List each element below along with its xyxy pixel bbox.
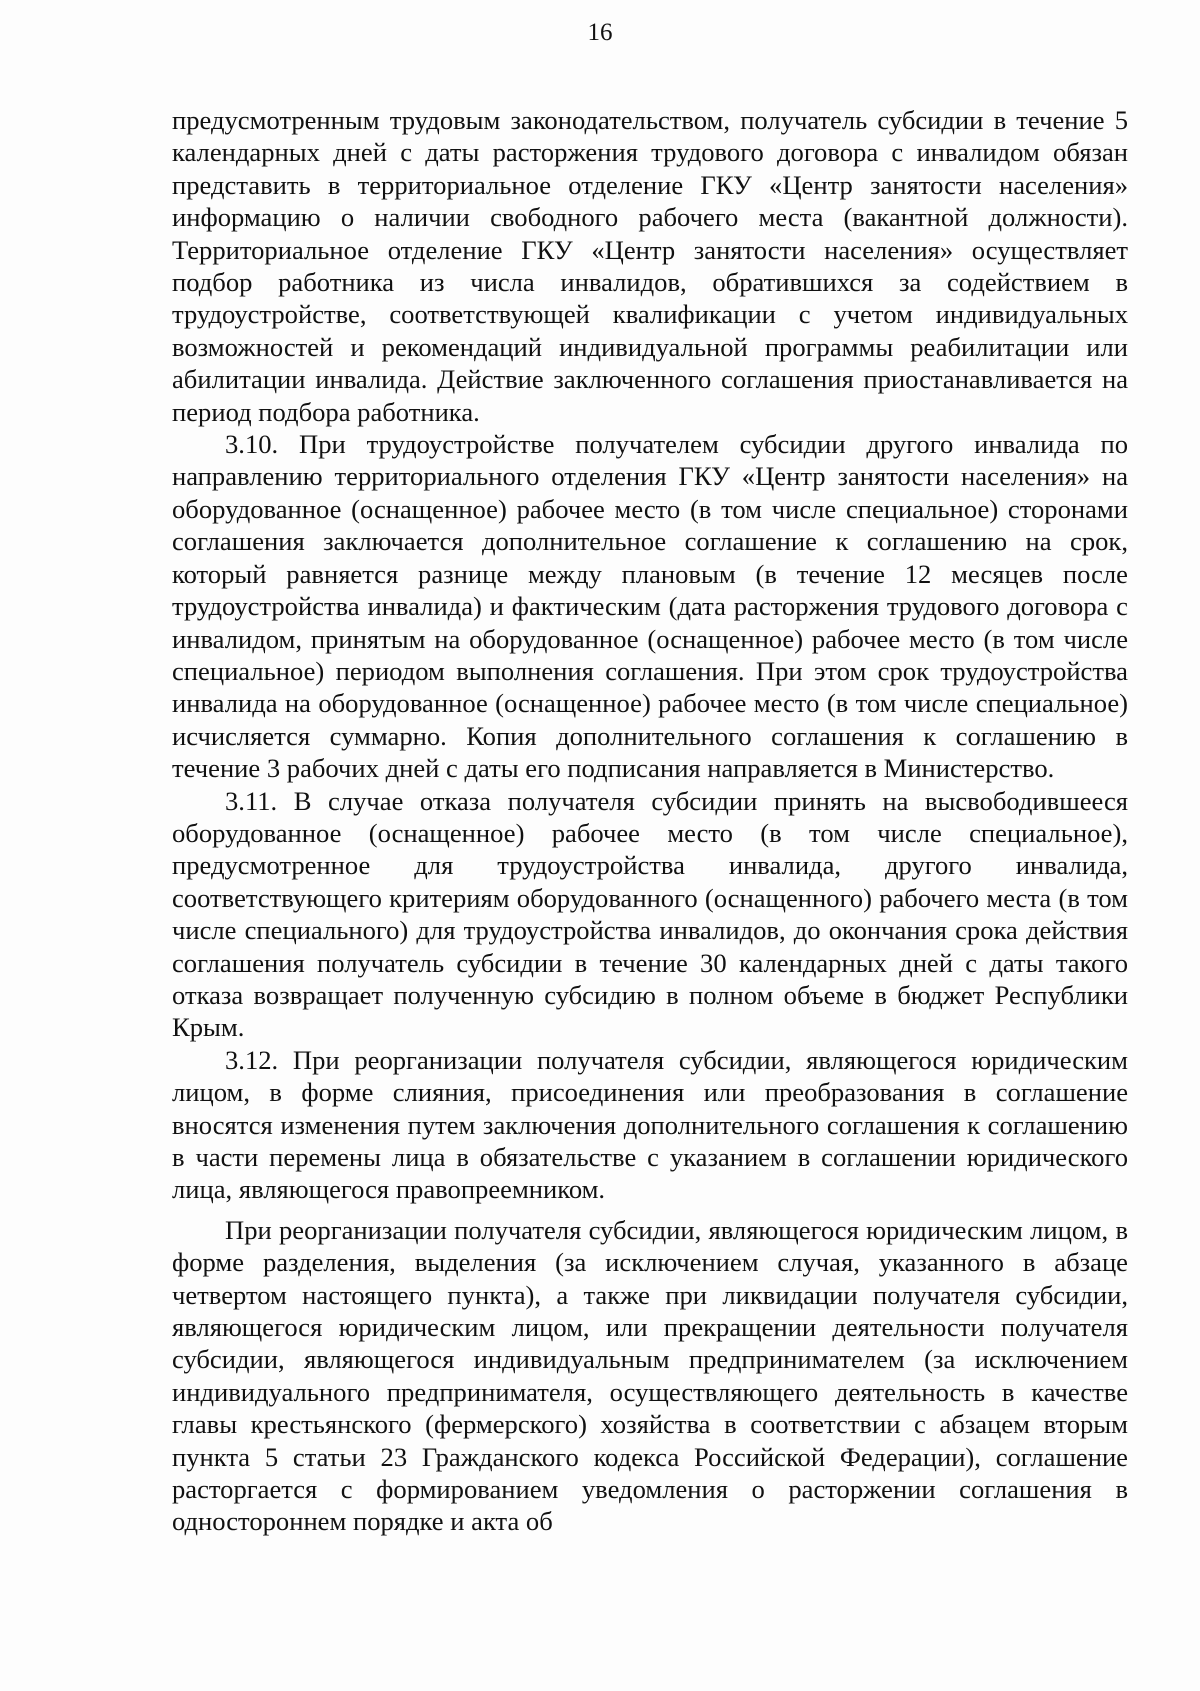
paragraph-3-12: 3.12. При реорганизации получателя субсидии, являющегося юридическим лицом, в форме слияния, присоединения или преобразования в соглашение вносятся изменения путем заключения дополнительного соглашения к соглашению в части перемены лица в обязательстве с указанием в соглашении юридического лица, являющегося правопреемником. (172, 1044, 1128, 1205)
document-body (172, 104, 1128, 1538)
page-number: 16 (587, 19, 613, 46)
paragraph-reorganization: При реорганизации получателя субсидии, являющегося юридическим лицом, в форме разделения, выделения (за исключением случая, указанного в абзаце четвертом настоящего пункта), а также при ликвидации получателя субсидии, являющегося юридическим лицом, или прекращении деятельности получателя субсидии, являющегося индивидуальным предпринимателем (за исключением индивидуального предпринимателя, осуществляющего деятельность в качестве главы крестьянского (фермерского) хозяйства в соответствии с абзацем вторым пункта 5 статьи 23 Гражданского кодекса Российской Федерации), соглашение расторгается с формированием уведомления о расторжении соглашения в одностороннем порядке и акта об (172, 1214, 1128, 1537)
paragraph-continuation: предусмотренным трудовым законодательством, получатель субсидии в течение 5 календарных дней с даты расторжения трудового договора с инвалидом обязан представить в территориальное отделение ГКУ «Центр занятости населения» информацию о наличии свободного рабочего места (вакантной должности). Территориальное отделение ГКУ «Центр занятости населения» осуществляет подбор работника из числа инвалидов, обратившихся за содействием в трудоустройстве, соответствующей квалификации с учетом индивидуальных возможностей и рекомендаций индивидуальной программы реабилитации или абилитации инвалида. Действие заключенного соглашения приостанавливается на период подбора работника. (172, 105, 1128, 427)
paragraph-3-11: 3.11. В случае отказа получателя субсидии принять на высвободившееся оборудованное (оснащенное) рабочее место (в том числе специальное), предусмотренное для трудоустройства инвалида, другого инвалида, соответствующего критериям оборудованного (оснащенного) рабочего места (в том числе специального) для трудоустройства инвалидов, до окончания срока действия соглашения получатель субсидии в течение 30 календарных дней с даты такого отказа возвращает полученную субсидию в полном объеме в бюджет Республики Крым. (172, 785, 1128, 1043)
paragraph-3-10: 3.10. При трудоустройстве получателем субсидии другого инвалида по направлению территориального отделения ГКУ «Центр занятости населения» на оборудованное (оснащенное) рабочее место (в том числе специальное) сторонами соглашения заключается дополнительное соглашение к соглашению на срок, который равняется разнице между плановым (в течение 12 месяцев после трудоустройства инвалида) и фактическим (дата расторжения трудового договора с инвалидом, принятым на оборудованное (оснащенное) рабочее место (в том числе специальное) периодом выполнения соглашения. При этом срок трудоустройства инвалида на оборудованное (оснащенное) рабочее место (в том числе специальное) исчисляется суммарно. Копия дополнительного соглашения к соглашению в течение 3 рабочих дней с даты его подписания направляется в Министерство. (172, 429, 1128, 784)
